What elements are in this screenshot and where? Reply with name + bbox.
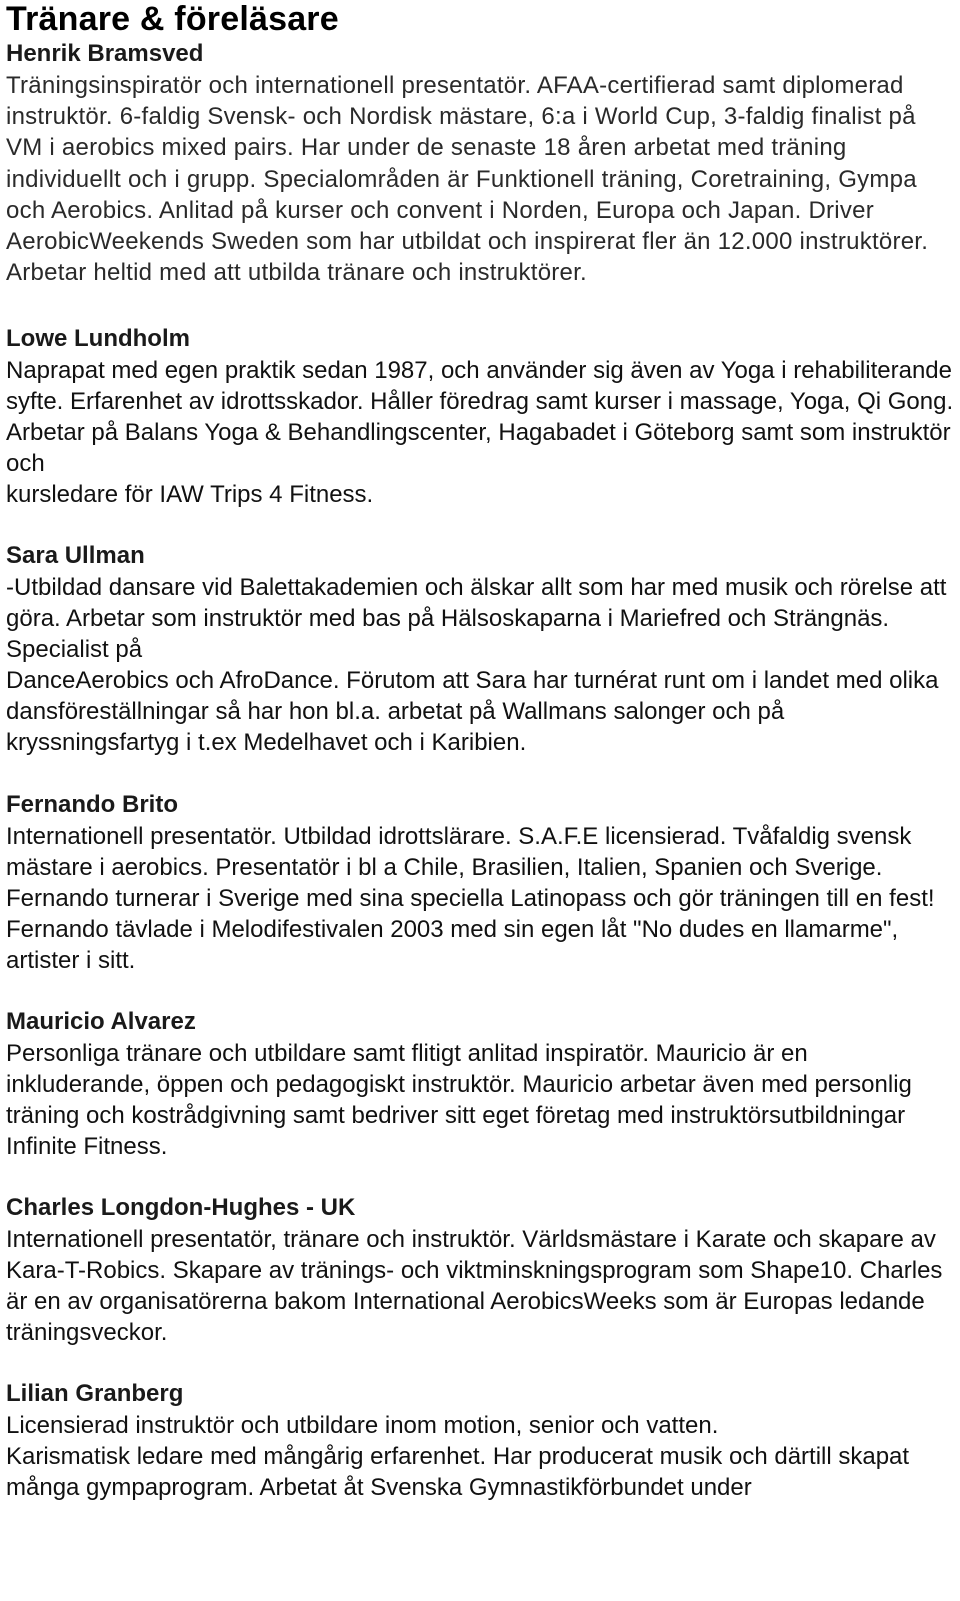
bio-paragraph: -Utbildad dansare vid Balettakademien och älskar allt som har med musik och rörelse att göra. Arbetar som instruktör med bas på Hälsoskaparna i Mariefred och Strängnäs. Specialist på	[6, 574, 947, 664]
trainer-bio: Träningsinspiratör och internationell presentatör. AFAA-certifierad samt diplomerad instruktör. 6-faldig Svensk- och Nordisk mästare, 6:a i World Cup, 3-faldig finalist på VM i aerobics mixed pairs. Har under de senaste 18 åren arbetat med träning individuellt och i grupp. Specialområden är Funktionell träning, Coretraining, Gympa och Aerobics. Anlitad på kurser och convent i Norden, Europa och Japan. Driver AerobicWeekends Sweden som har utbildat och inspirerat fler än 12.000 instruktörer. Arbetar heltid med att utbilda tränare och instruktörer.	[6, 72, 929, 287]
trainer-mauricio-alvarez	[6, 1006, 954, 1162]
document-page	[6, 0, 954, 1503]
bio-paragraph: Arbetar på Balans Yoga & Behandlingscenter, Hagabadet i Göteborg samt som instruktör och	[6, 419, 951, 478]
trainer-bio	[6, 355, 954, 510]
trainer-bio: Internationell presentatör. Utbildad idrottslärare. S.A.F.E licensierad. Tvåfaldig svensk mästare i aerobics. Presentatör i bl a Chile, Brasilien, Italien, Spanien och Sverige. Fernando turnerar i Sverige med sina speciella Latinopass och gör träningen till en fest! Fernando tävlade i Melodifestivalen 2003 med sin egen låt "No dudes en llamarme", artister i sitt.	[6, 823, 935, 975]
trainer-name: Henrik Bramsved	[6, 40, 204, 67]
trainer-name: Fernando Brito	[6, 791, 178, 819]
bio-paragraph: kursledare för IAW Trips 4 Fitness.	[6, 481, 374, 509]
trainer-bio	[6, 1410, 954, 1503]
trainer-lowe-lundholm	[6, 323, 954, 510]
trainer-name: Sara Ullman	[6, 542, 145, 570]
trainer-sara-ullman	[6, 540, 954, 758]
bio-paragraph: Licensierad instruktör och utbildare inom motion, senior och vatten.	[6, 1412, 719, 1440]
trainer-bio: Internationell presentatör, tränare och instruktör. Världsmästare i Karate och skapare av Kara-T-Robics. Skapare av tränings- och viktminskningsprogram som Shape10. Charles är en av organisatörerna bakom International AerobicsWeeks som är Europas ledande träningsveckor.	[6, 1226, 943, 1347]
bio-paragraph: Naprapat med egen praktik sedan 1987, och använder sig även av Yoga i rehabiliterande syfte. Erfarenhet av idrottsskador. Håller föredrag samt kurser i massage, Yoga, Qi Gong.	[6, 357, 954, 416]
trainer-lilian-granberg	[6, 1378, 954, 1503]
trainer-name: Lowe Lundholm	[6, 325, 190, 353]
trainer-name: Charles Longdon-Hughes - UK	[6, 1194, 356, 1222]
bio-paragraph: DanceAerobics och AfroDance. Förutom att Sara har turnérat runt om i landet med olika dansföreställningar så har hon bl.a. arbetat på Wallmans salonger och på kryssningsfartyg i t.ex Medelhavet och i Karibien.	[6, 667, 939, 757]
bio-paragraph: Karismatisk ledare med mångårig erfarenhet. Har producerat musik och därtill skapat många gympaprogram. Arbetat åt Svenska Gymnastikförbundet under	[6, 1443, 910, 1502]
trainer-henrik-bramsved	[6, 38, 954, 288]
page-title: Tränare & föreläsare	[6, 0, 339, 38]
trainer-name: Lilian Granberg	[6, 1380, 184, 1408]
trainer-bio: Personliga tränare och utbildare samt flitigt anlitad inspiratör. Mauricio är en inkluderande, öppen och pedagogiskt instruktör. Mauricio arbetar även med personlig träning och kostrådgivning samt bedriver sitt eget företag med instruktörsutbildningar Infinite Fitness.	[6, 1040, 912, 1161]
trainer-bio	[6, 572, 954, 758]
trainer-name: Mauricio Alvarez	[6, 1008, 196, 1036]
trainer-fernando-brito	[6, 789, 954, 976]
trainer-charles-longdon-hughes	[6, 1192, 954, 1348]
